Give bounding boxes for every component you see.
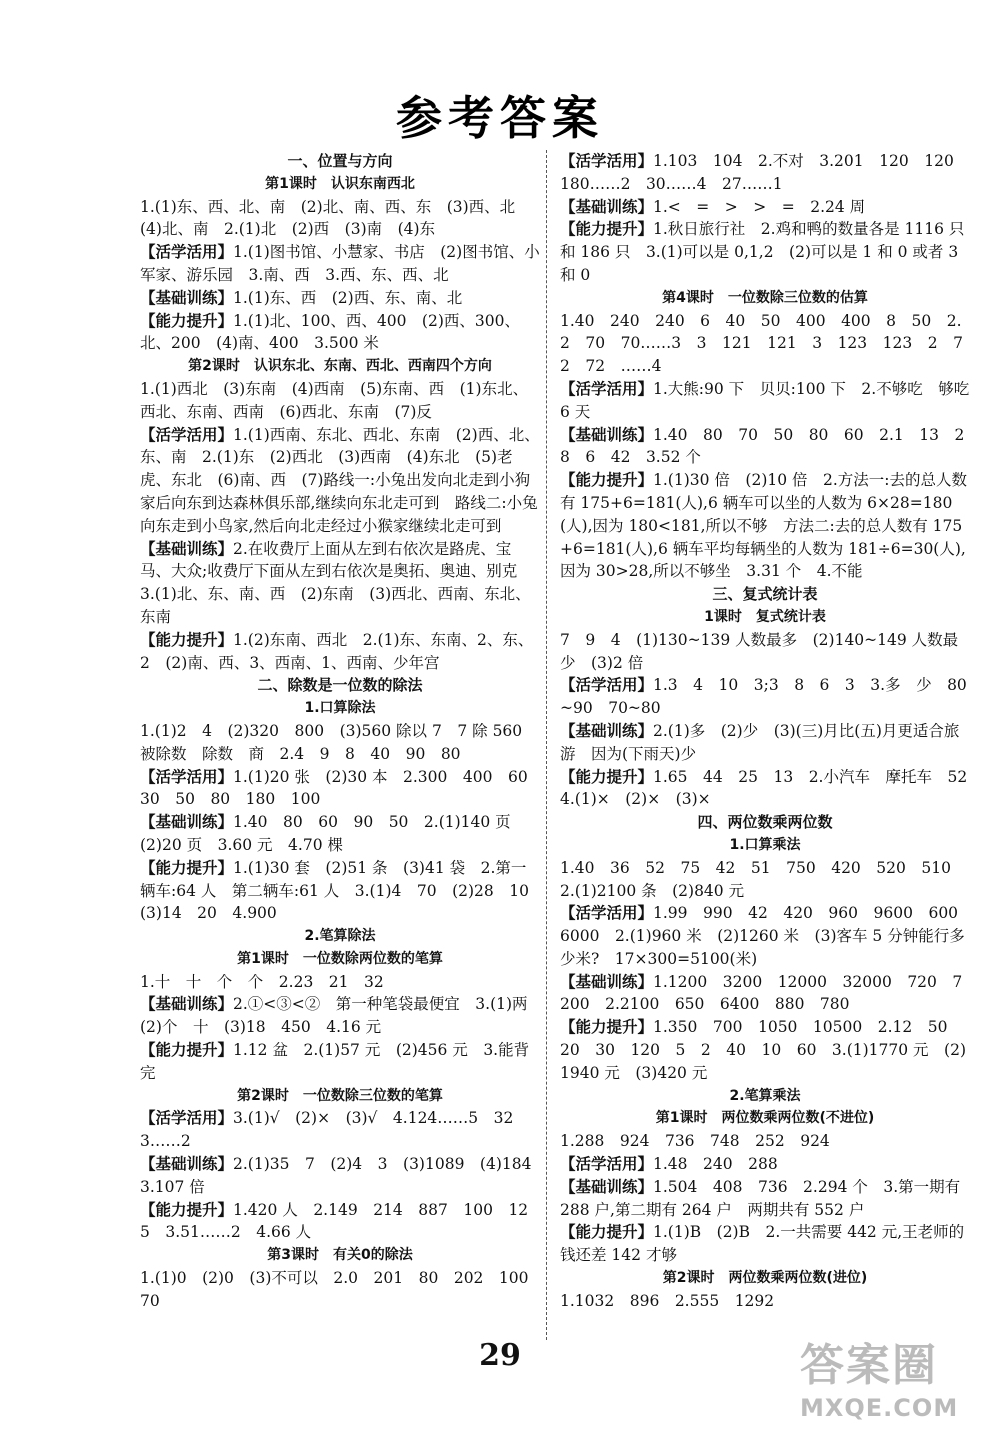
exercise-label: 【能力提升】 [560, 767, 654, 786]
exercise-label: 【能力提升】 [560, 471, 654, 490]
answer-text: 1.(1)西南、东北、西北、东南 (2)西、北、东、南 2.(1)东 (2)西北 (3)西南 (4)东北 (5)老虎、东北 (6)南、西 (7)路线一:小兔出发向北走到小狗家后向东到达森林俱乐部,继续向东北走可到 路线二:小兔向东走到小鸟家,然后向北走经过小猴家继续北走可到 [140, 425, 540, 535]
answer-text: 第4课时 一位数除三位数的估算 [662, 289, 868, 306]
answer-line [140, 287, 540, 310]
column-divider [546, 150, 548, 1340]
exercise-label: 【能力提升】 [560, 1223, 654, 1242]
answer-text: 第2课时 认识东北、东南、西北、西南四个方向 [188, 358, 492, 375]
answer-text: 1.口算乘法 [729, 836, 801, 853]
answer-line [140, 1107, 540, 1153]
answer-text: 1.(1)20 张 (2)30 本 2.300 400 60 30 50 80 180 100 [140, 767, 544, 809]
answer-line [560, 469, 970, 583]
answer-line [560, 1130, 970, 1153]
answer-line [560, 196, 970, 219]
exercise-label: 【基础训练】 [140, 813, 234, 832]
lesson-heading [140, 173, 540, 196]
answer-text: 1.(1)图书馆、小慧家、书店 (2)图书馆、小军家、游乐园 3.南、西 3.西、东、西、北 [140, 243, 540, 284]
answer-text: 1.(1)东、西 (2)西、东、南、北 [233, 288, 463, 307]
answer-text: 2.笔算乘法 [729, 1087, 801, 1104]
exercise-label: 【基础训练】 [560, 197, 654, 216]
answer-text: 1课时 复式统计表 [704, 608, 826, 625]
answer-text: 1.口算除法 [304, 700, 376, 717]
answer-line [560, 218, 970, 286]
answer-text: 1.(1)30 套 (2)51 条 (3)41 袋 2.第一辆车:64 人 第二辆车:61 人 3.(1)4 70 (2)28 10 (3)14 20 4.900 [140, 858, 545, 923]
answer-text: 1.12 盆 2.(1)57 元 (2)456 元 3.能背完 [140, 1041, 530, 1082]
answer-text: 3.(1)√ (2)× (3)√ 4.124……5 323……2 [140, 1109, 514, 1151]
answer-text: 1.420 人 2.149 214 887 100 12 5 3.51……2 4.66 人 [140, 1200, 544, 1242]
exercise-label: 【活学活用】 [560, 1155, 654, 1174]
answer-text: 1.350 700 1050 10500 2.12 50 20 30 120 5 2 40 10 60 3.(1)1770 元 (2)1940 元 (3)420 元 [560, 1018, 966, 1082]
exercise-label: 【基础训练】 [140, 288, 234, 307]
exercise-label: 【基础训练】 [560, 1177, 654, 1196]
exercise-label: 【活学活用】 [560, 379, 654, 398]
lesson-heading [140, 925, 540, 948]
lesson-heading [140, 1244, 540, 1267]
answer-text: 1.65 44 25 13 2.小汽车 摩托车 52 4.(1)× (2)× (3)× [560, 767, 983, 809]
answer-text: 1.十 十 个 个 2.23 21 32 [140, 972, 384, 991]
answer-line [140, 857, 545, 925]
answer-line [140, 1199, 544, 1245]
answer-text: 1.(1)东、西、北、南 (2)北、南、西、东 (3)西、北 (4)北、南 2.(1)北 (2)西 (3)南 (4)东 [140, 197, 531, 239]
section-heading [140, 674, 540, 697]
answer-line [140, 971, 540, 994]
exercise-label: 【能力提升】 [140, 1200, 234, 1219]
watermark-text: 答案圈 [800, 1340, 938, 1391]
answer-line [140, 766, 544, 812]
answer-text: 1.(1)0 (2)0 (3)不可以 2.0 201 80 202 100 70 [140, 1269, 545, 1310]
exercise-label: 【活学活用】 [140, 243, 234, 262]
exercise-label: 【能力提升】 [140, 630, 234, 649]
answer-line [140, 310, 540, 356]
answer-line [140, 993, 544, 1039]
answer-text: 1.40 80 70 50 80 60 2.1 13 2 8 6 42 3.52 个 [560, 425, 980, 467]
answer-text: 1.1200 3200 12000 32000 720 7200 2.2100 650 6400 880 780 [560, 972, 963, 1014]
answer-text: 2.(1)多 (2)少 (3)(三)月比(五)月更适合旅游 因为(下雨天)少 [560, 721, 960, 763]
answer-text: 1.大熊:90 下 贝贝:100 下 2.不够吃 够吃 6 天 [560, 379, 970, 421]
answer-line [560, 902, 974, 970]
lesson-heading [560, 834, 970, 857]
answer-column-left [140, 150, 547, 1313]
lesson-heading [560, 1085, 970, 1108]
answer-line [560, 720, 970, 766]
section-heading [560, 811, 970, 834]
exercise-label: 【活学活用】 [560, 904, 654, 923]
answer-text: 第2课时 一位数除三位数的笔算 [237, 1087, 443, 1104]
answer-line [560, 1290, 970, 1313]
answer-text: 2.笔算除法 [304, 928, 376, 945]
answer-text: 1.504 408 736 2.294 个 3.第一期有 288 户,第二期有 264 户 两期共有 552 户 [560, 1177, 961, 1219]
lesson-heading [140, 1085, 540, 1108]
exercise-label: 【活学活用】 [560, 676, 654, 695]
answer-text: 1.秋日旅行社 2.鸡和鸭的数量各是 1116 只和 186 只 3.(1)可以是 0,1,2 (2)可以是 1 和 0 或者 3 和 0 [560, 220, 965, 284]
answer-line [560, 857, 970, 903]
answer-text: 2.①<③<② 第一种笔袋最便宜 3.(1)两 (2)个 十 (3)18 450 4.16 元 [140, 995, 544, 1037]
exercise-label: 【基础训练】 [140, 995, 234, 1014]
answer-line [140, 538, 540, 629]
answer-line [140, 720, 540, 766]
answer-text: 1.40 80 60 90 50 2.(1)140 页 (2)20 页 3.60 元 4.70 棵 [140, 813, 527, 854]
exercise-label: 【基础训练】 [560, 972, 654, 991]
exercise-label: 【基础训练】 [140, 1155, 234, 1174]
answer-text: 1.40 36 52 75 42 51 750 420 520 510 2.(1)2100 条 (2)840 元 [560, 858, 967, 900]
answer-text: 二、除数是一位数的除法 [257, 676, 423, 695]
answer-text: 7 9 4 (1)130~139 人数最多 (2)140~149 人数最少 (3)2 倍 [560, 630, 959, 672]
answer-line [560, 629, 970, 675]
answer-line [140, 629, 540, 675]
lesson-heading [140, 697, 540, 720]
answer-line [140, 1153, 547, 1199]
answer-line [560, 1176, 970, 1222]
answer-text: 1.(1)2 4 (2)320 800 (3)560 除以 7 7 除 560 被除数 除数 商 2.4 9 8 40 90 80 [140, 721, 538, 763]
answer-text: 1.(1)西北 (3)东南 (4)西南 (5)东南、西 (1)东北、西北、东南、西南 (6)西北、东南 (7)反 [140, 379, 529, 421]
answer-text: 2.(1)35 7 (2)4 3 (3)1089 (4)184 3.107 倍 [140, 1155, 547, 1196]
answer-text: 1.103 104 2.不对 3.201 120 120 180……2 30……4 27……1 [560, 152, 970, 193]
answer-text: 第1课时 一位数除两位数的笔算 [237, 950, 443, 967]
answer-line [560, 378, 970, 424]
answer-text: 1.1032 896 2.555 1292 [560, 1291, 775, 1310]
answer-text: 1.(2)东南、西北 2.(1)东、东南、2、东、2 (2)南、西、3、西南、1、西南、少年宫 [140, 630, 534, 672]
page-number: 29 [479, 1338, 521, 1373]
exercise-label: 【能力提升】 [560, 220, 654, 239]
answer-line [560, 674, 970, 720]
exercise-label: 【能力提升】 [140, 858, 234, 877]
answer-text: 2.在收费厅上面从左到右依次是路虎、宝马、大众;收费厅下面从左到右依次是奥拓、奥迪、别克 3.(1)北、东、南、西 (2)东南 (3)西北、西南、东北、东南 [140, 539, 533, 626]
answer-text: 第2课时 两位数乘两位数(进位) [662, 1270, 868, 1287]
lesson-heading [560, 287, 970, 310]
answer-text: 一、位置与方向 [287, 152, 393, 170]
exercise-label: 【能力提升】 [140, 311, 234, 330]
answer-text: 1.99 990 42 420 960 9600 600 6000 2.(1)960 米 (2)1260 米 (3)客车 5 分钟能行多少米? 17×300=5100(米) [560, 904, 974, 968]
lesson-heading [140, 948, 540, 971]
answer-line [560, 150, 970, 196]
answer-line [140, 1039, 540, 1085]
lesson-heading [560, 1107, 970, 1130]
section-heading [560, 583, 970, 606]
exercise-label: 【基础训练】 [140, 539, 234, 558]
exercise-label: 【活学活用】 [140, 425, 234, 444]
exercise-label: 【活学活用】 [140, 1109, 234, 1128]
answer-text: 1.40 240 240 6 40 50 400 400 8 50 2.2 70 70……3 3 121 121 3 123 123 2 72 72 ……4 [560, 311, 963, 376]
answer-line [140, 424, 540, 538]
answer-text: 1.288 924 736 748 252 924 [560, 1132, 830, 1151]
answer-line [560, 766, 983, 812]
answer-text: 四、两位数乘两位数 [697, 813, 833, 832]
answer-text: 第3课时 有关0的除法 [267, 1247, 413, 1264]
lesson-heading [560, 1267, 970, 1290]
exercise-label: 【基础训练】 [560, 721, 654, 740]
answer-text: 1.(1)30 倍 (2)10 倍 2.方法一:去的总人数有 175+6=181(人),6 辆车可以坐的人数为 6×28=180(人),因为 180<181,所以不够 方法二:去的总人数有 175+6=181(人),6 辆车平均每辆坐的人数为 181÷6=30(人),因为 30>28,所以不够坐 3.31 个 4.不能 [560, 471, 968, 581]
lesson-heading [560, 606, 970, 629]
answer-line [560, 1153, 970, 1176]
answer-line [560, 424, 980, 470]
answer-line [140, 811, 540, 857]
answer-line [140, 241, 540, 287]
exercise-label: 【活学活用】 [140, 767, 234, 786]
watermark-url: MXQE.COM [800, 1394, 959, 1422]
answer-line [560, 1221, 970, 1267]
section-heading [140, 150, 540, 173]
answer-text: 第1课时 两位数乘两位数(不进位) [655, 1110, 875, 1127]
answer-line [560, 971, 970, 1017]
exercise-label: 【能力提升】 [140, 1041, 234, 1060]
answer-text: 三、复式统计表 [712, 585, 818, 604]
exercise-label: 【基础训练】 [560, 425, 654, 444]
answer-line [140, 1267, 545, 1313]
exercise-label: 【活学活用】 [560, 152, 654, 170]
answer-line [560, 1016, 970, 1084]
answer-text: 第1课时 认识东南西北 [265, 175, 415, 192]
answer-text: 1.3 4 10 3;3 8 6 3 3.多 少 80~90 70~80 [560, 676, 967, 718]
answer-text: 1.48 240 288 [653, 1155, 778, 1174]
lesson-heading [140, 355, 540, 378]
answer-text: 1.< = > > = 2.24 周 [653, 197, 866, 216]
exercise-label: 【能力提升】 [560, 1018, 654, 1037]
answer-line [140, 378, 540, 424]
page-title: 参考答案 [396, 91, 604, 145]
watermark-logo [800, 1338, 978, 1430]
answer-text: 1.(1)北、100、西、400 (2)西、300、北、200 (4)南、400 3.500 米 [140, 311, 520, 353]
answer-column-right [560, 150, 983, 1313]
answer-line [560, 310, 970, 378]
answer-text: 1.(1)B (2)B 2.一共需要 442 元,王老师的钱还差 142 才够 [560, 1223, 965, 1265]
answer-line [140, 196, 540, 242]
